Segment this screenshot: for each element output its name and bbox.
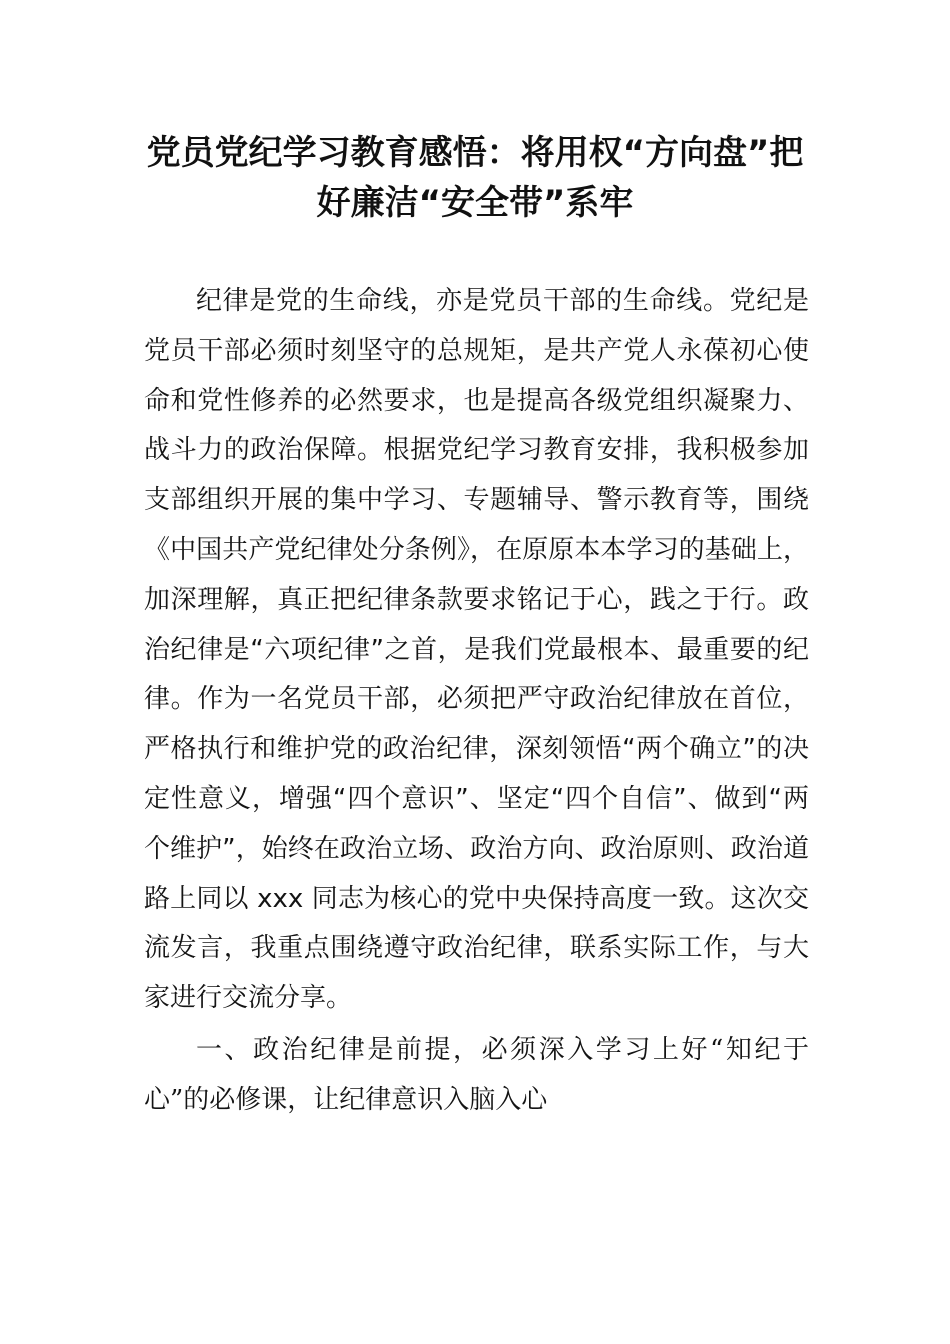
document-title: 党员党纪学习教育感悟：将用权“方向盘”把好廉洁“安全带”系牢 bbox=[146, 133, 804, 223]
section-heading-1: 一、政治纪律是前提，必须深入学习上好“知纪于心”的必修课，让纪律意识入脑入心 bbox=[144, 1035, 809, 1115]
intro-paragraph: 纪律是党的生命线，亦是党员干部的生命线。党纪是党员干部必须时刻坚守的总规矩，是共产党人永葆初心使命和党性修养的必然要求，也是提高各级党组织凝聚力、战斗力的政治保障。根据党纪学习教育安排，我积极参加支部组织开展的集中学习、专题辅导、警示教育等，围绕《中国共产党纪律处分条例》，在原原本本学习的基础上，加深理解，真正把纪律条款要求铭记于心，践之于行。政治纪律是“六项纪律”之首，是我们党最根本、最重要的纪律。作为一名党员干部，必须把严守政治纪律放在首位，严格执行和维护党的政治纪律，深刻领悟“两个确立”的决定性意义，增强“四个意识”、坚定“四个自信”、做到“两个维护”，始终在政治立场、政治方向、政治原则、政治道路上同以 xxx 同志为核心的党中央保持高度一致。这次交流发言，我重点围绕遵守政治纪律，联系实际工作，与大家进行交流分享。 bbox=[144, 286, 809, 1014]
